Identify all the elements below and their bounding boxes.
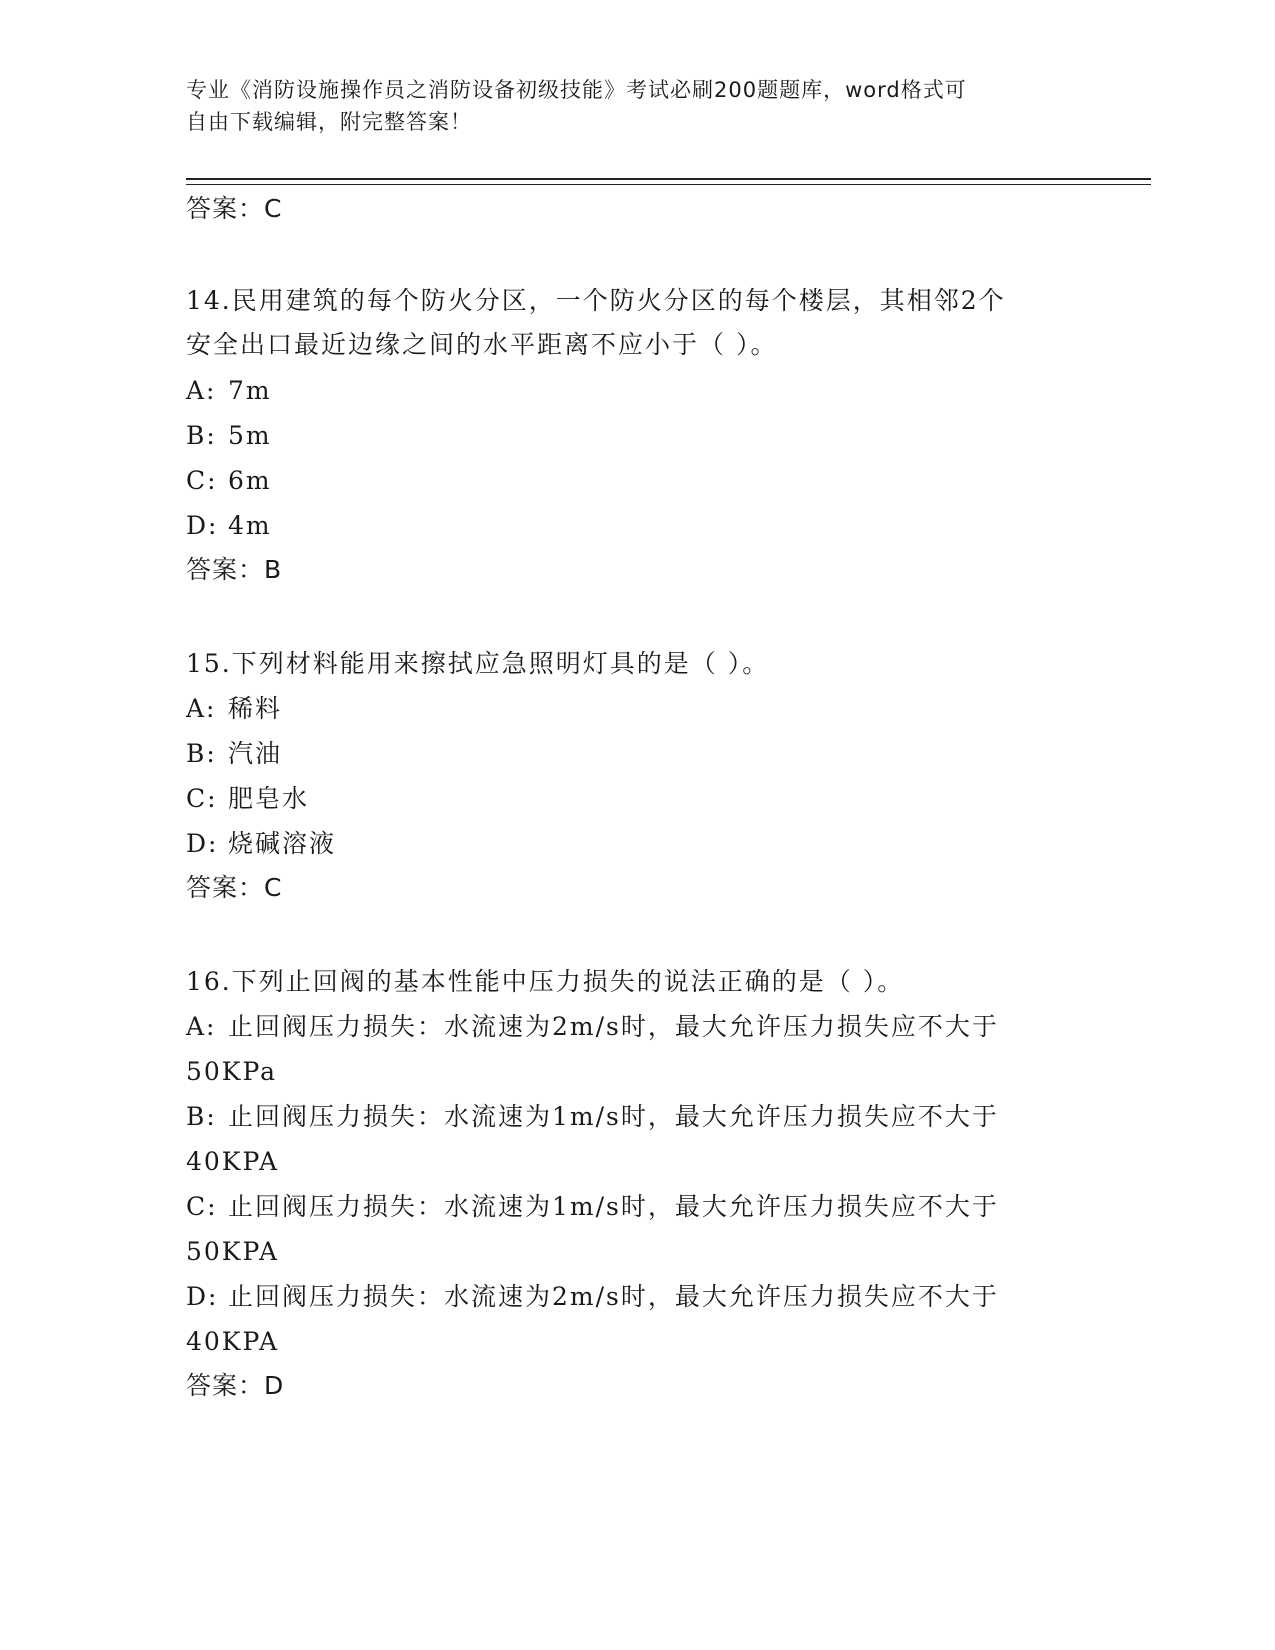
question-14-answer: 答案：B [186,555,283,584]
option-text: 止回阀压力损失：水流速为2m/s时，最大允许压力损失应不大于 [228,1282,999,1311]
question-15-option-c [186,782,309,816]
option-letter: C: [186,466,218,495]
option-text: 7m [228,376,272,405]
question-16-option-b-cont: 40KPA [186,1147,280,1176]
question-16-stem-line-1: 16.下列止回阀的基本性能中压力损失的说法正确的是（ ）。 [186,967,905,996]
question-16-option-a [186,1010,999,1044]
question-14-stem-line-2: 安全出口最近边缘之间的水平距离不应小于（ ）。 [186,330,778,359]
question-15-stem-line-1: 15.下列材料能用来擦拭应急照明灯具的是（ ）。 [186,649,770,678]
question-16-option-c [186,1190,999,1224]
option-text: 5m [228,421,272,450]
question-16-option-b [186,1100,999,1134]
question-16-option-a-cont: 50KPa [186,1057,278,1086]
option-letter: A: [186,376,217,405]
header-line-2: 自由下载编辑，附完整答案！ [186,110,472,134]
option-letter: B: [186,1102,217,1131]
option-letter: B: [186,739,217,768]
option-text: 6m [228,466,272,495]
question-14-option-d [186,509,272,543]
question-16-answer: 答案：D [186,1371,285,1400]
document-header [186,74,1066,138]
option-letter: D: [186,511,219,540]
option-text: 止回阀压力损失：水流速为1m/s时，最大允许压力损失应不大于 [228,1192,999,1221]
option-text: 止回阀压力损失：水流速为1m/s时，最大允许压力损失应不大于 [228,1102,999,1131]
option-letter: C: [186,1192,218,1221]
question-15-option-d [186,827,336,861]
question-14-option-b [186,419,272,453]
question-16-option-c-cont: 50KPA [186,1237,280,1266]
question-14-option-c [186,464,272,498]
question-15-answer: 答案：C [186,873,283,902]
question-16-option-d-cont: 40KPA [186,1327,280,1356]
option-letter: D: [186,1282,219,1311]
option-text: 肥皂水 [228,784,310,813]
question-14-stem-line-1: 14.民用建筑的每个防火分区，一个防火分区的每个楼层，其相邻2个 [186,286,1006,315]
option-letter: C: [186,784,218,813]
option-text: 烧碱溶液 [228,829,337,858]
option-letter: B: [186,421,217,450]
option-text: 稀料 [228,694,283,723]
question-16-option-d [186,1280,999,1314]
option-letter: A: [186,694,217,723]
header-rule-thin [186,184,1151,185]
question-15-option-a [186,692,282,726]
previous-answer: 答案：C [186,194,283,223]
option-text: 止回阀压力损失：水流速为2m/s时，最大允许压力损失应不大于 [228,1012,999,1041]
option-letter: D: [186,829,219,858]
option-letter: A: [186,1012,217,1041]
option-text: 汽油 [228,739,283,768]
question-15-option-b [186,737,282,771]
option-text: 4m [228,511,272,540]
header-rule-thick [186,178,1151,180]
header-line-1: 专业《消防设施操作员之消防设备初级技能》考试必刷200题题库，word格式可 [186,78,967,102]
question-14-option-a [186,374,272,408]
